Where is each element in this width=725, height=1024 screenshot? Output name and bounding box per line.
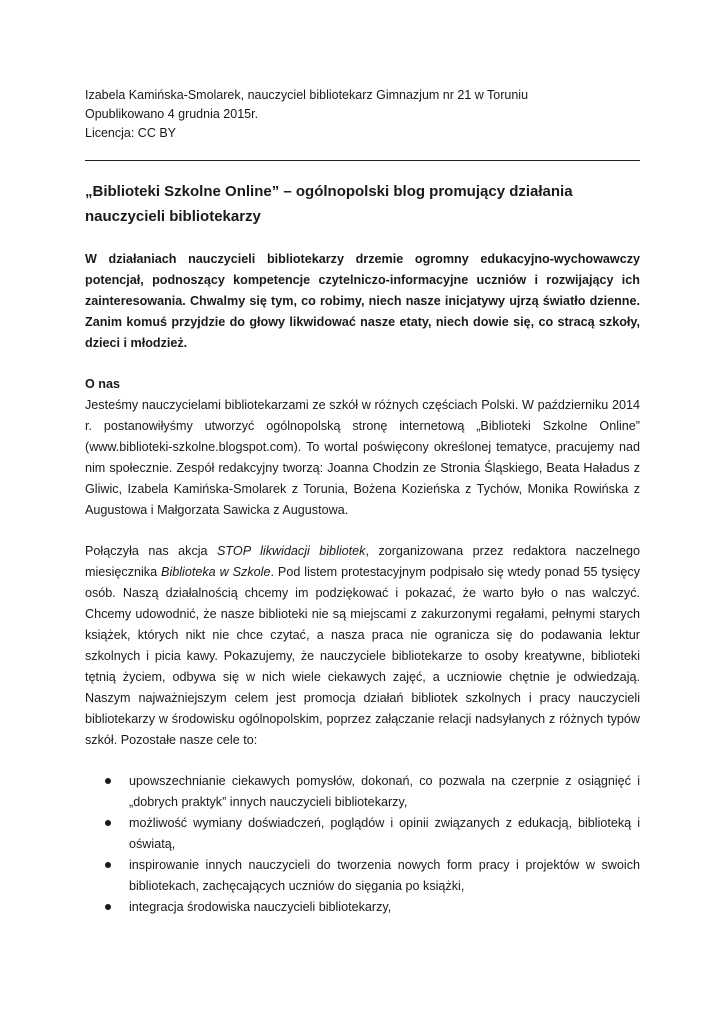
license-line: Licencja: CC BY	[85, 126, 177, 140]
article-title: „Biblioteki Szkolne Online” – ogólnopolski blog promujący działania nauczycieli bibliotekarzy	[85, 183, 573, 225]
bullet-icon	[105, 904, 111, 910]
list-item	[85, 897, 640, 918]
paragraph-about: Jesteśmy nauczycielami bibliotekarzami ze szkół w różnych częściach Polski. W październiku 2014 r. postanowiłyśmy utworzyć ogólnopolską stronę internetową „Biblioteki Szkolne Online” (www.biblioteki-szkolne.blogspot.com). To wortal poświęcony określonej tematyce, pracujemy nad nim społecznie. Zespół redakcyjny tworzą: Joanna Chodzin ze Stronia Śląskiego, Beata Haładus z Gliwic, Izabela Kamińska-Smolarek z Torunia, Bożena Kozieńska z Tychów, Monika Rowińska z Augustowa i Małgorzata Sawicka z Augustowa.	[85, 398, 640, 517]
list-item-text: możliwość wymiany doświadczeń, poglądów i opinii związanych z edukacją, biblioteką i oświatą,	[129, 816, 640, 851]
paragraph-mission-text-2: , zorganizowana przez redaktora naczelnego miesięcznika	[85, 544, 640, 579]
campaign-name: STOP likwidacji bibliotek	[217, 544, 366, 558]
paragraph-mission	[85, 541, 640, 751]
author-line: Izabela Kamińska-Smolarek, nauczyciel bibliotekarz Gimnazjum nr 21 w Toruniu	[85, 88, 529, 102]
article-lead: W działaniach nauczycieli bibliotekarzy drzemie ogromny edukacyjno-wychowawczy potencjał, podnoszący kompetencje czytelniczo-informacyjne uczniów i rozwijający ich zainteresowania. Chwalmy się tym, co robimy, niech nasze inicjatywy ujrzą światło dzienne. Zanim komuś przyjdzie do głowy likwidować nasze etaty, niech dowie się, co stracą szkoły, dzieci i młodzież.	[85, 252, 640, 350]
bullet-icon	[105, 820, 111, 826]
paragraph-mission-text-3: . Pod listem protestacyjnym podpisało się wtedy ponad 55 tysięcy osób. Naszą działalnością chcemy im podziękować i pokazać, że warto było o nas walczyć. Chcemy udowodnić, że nasze biblioteki nie są miejscami z zakurzonymi regałami, pełnymi starych książek, których nikt nie chce czytać, a nasza praca nie ogranicza się do podawania lektur szkolnych i picia kawy. Pokazujemy, że nauczyciele bibliotekarze to osoby kreatywne, biblioteki tętnią życiem, odbywa się w nich wiele ciekawych zajęć, a uczniowie chętnie je odwiedzają. Naszym najważniejszym celem jest promocja działań bibliotek szkolnych i pracy nauczycieli bibliotekarzy w środowisku ogólnopolskim, poprzez załączanie relacji nadsyłanych z różnych typów szkół. Pozostałe nasze cele to:	[85, 565, 640, 747]
paragraph-mission-text-1: Połączyła nas akcja	[85, 544, 218, 558]
list-item	[85, 855, 640, 897]
document-page	[85, 86, 640, 918]
bullet-icon	[105, 778, 111, 784]
document-header	[85, 86, 640, 143]
bullet-icon	[105, 862, 111, 868]
list-item-text: integracja środowiska nauczycieli bibliotekarzy,	[129, 900, 392, 914]
section-heading: O nas	[85, 377, 120, 391]
list-item	[85, 813, 640, 855]
goals-list	[85, 771, 640, 918]
list-item	[85, 771, 640, 813]
magazine-name: Biblioteka w Szkole	[161, 565, 271, 579]
published-line: Opublikowano 4 grudnia 2015r.	[85, 107, 259, 121]
list-item-text: inspirowanie innych nauczycieli do tworzenia nowych form pracy i projektów w swoich bibliotekach, zachęcających uczniów do sięgania po książki,	[129, 858, 640, 893]
list-item-text: upowszechnianie ciekawych pomysłów, dokonań, co pozwala na czerpnie z osiągnięć i „dobrych praktyk” innych nauczycieli bibliotekarzy,	[129, 774, 640, 809]
header-divider	[85, 160, 640, 161]
